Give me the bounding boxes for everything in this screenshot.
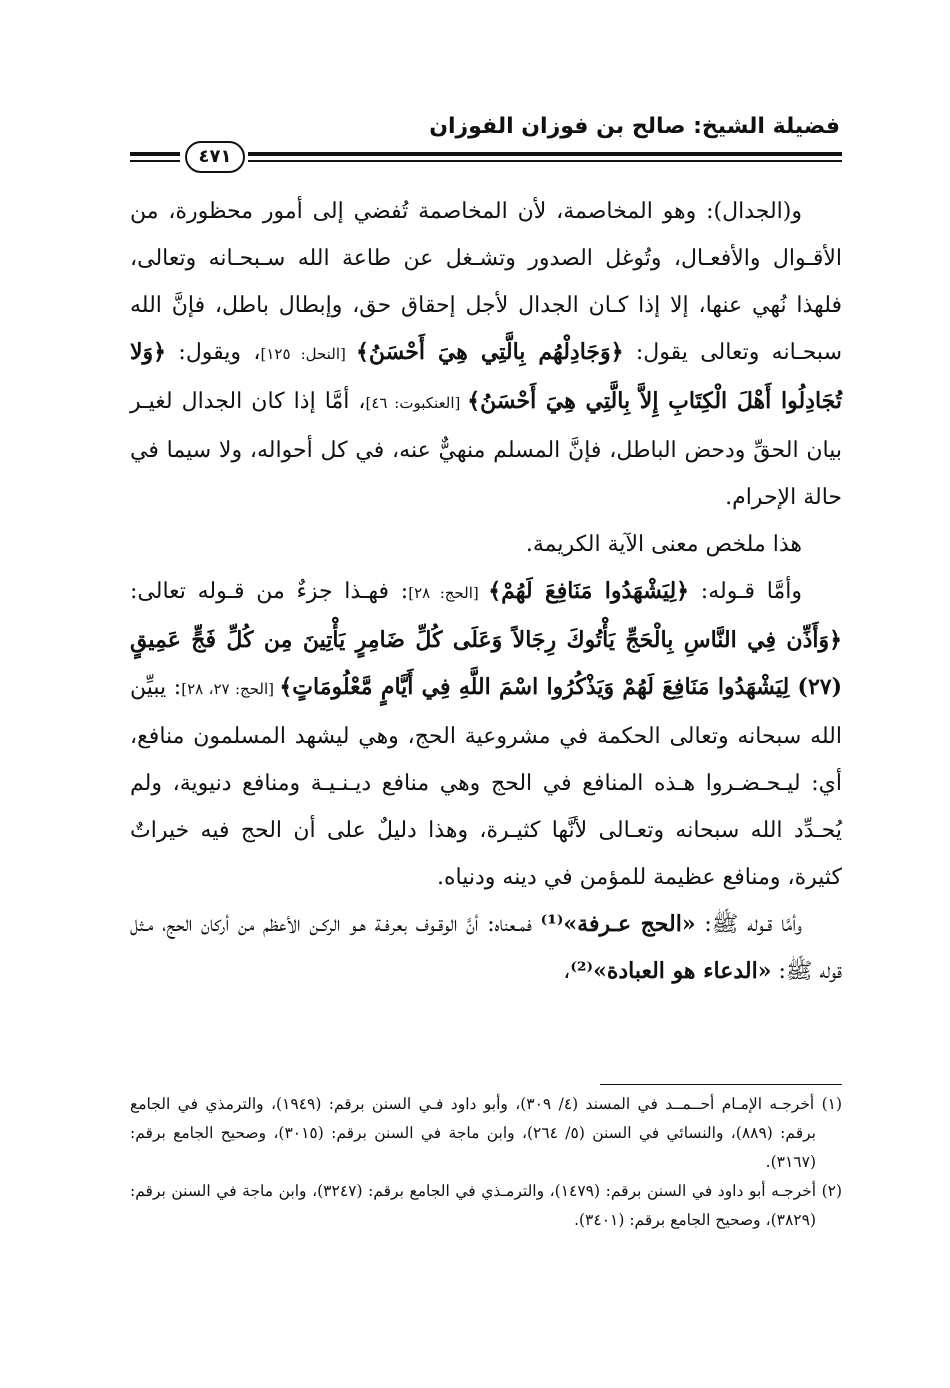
running-title: فضيلة الشيخ: صالح بن فوزان الفوزان [429, 114, 840, 139]
paragraph-1 [130, 188, 842, 521]
verse-reference: [الحج: ٢٧، ٢٨] [181, 680, 280, 698]
page-header [130, 112, 840, 142]
paragraph-3-text-2: : فهـذا جزءٌ من قـوله تعالى: [130, 579, 409, 604]
header-rule-left-thin [130, 160, 180, 162]
paragraph-4-text-1: وأمَّا قـوله ﷺ: [695, 912, 803, 937]
paragraph-3 [130, 568, 842, 901]
paragraph-1-text-3: ، أمَّا إذا كان الجدال لغيـر بيان الحقِّ ودحض الباطل، فإنَّ المسلم منهيٌّ عنه، في كل أحواله، ولا سيما في حالة الإحرام. [130, 389, 842, 510]
quran-verse: ﴿وَجَادِلْهُم بِالَّتِي هِيَ أَحْسَنُ﴾ [355, 339, 624, 365]
quran-verse: ﴿وَلا تُجَادِلُوا أَهْلَ الْكِتَابِ إِلاَّ بِالَّتِي هِيَ أَحْسَنُ﴾ [130, 339, 842, 414]
footnote-2: (٢) أخرجـه أبو داود في السنن برقم: (١٤٧٩)، والترمـذي في الجامع برقم: (٣٢٤٧)، وابن ماجة في السنن برقم: (٣٨٢٩)، وصحيح الجامع برقم: (٣٤٠١). [130, 1182, 843, 1229]
page-number: ٤٧١ [185, 141, 245, 173]
hadith-quote: «الحج عـرفة»⁽¹⁾ [540, 911, 696, 937]
verse-reference: [العنكبوت: ٤٦] [365, 394, 468, 412]
verse-reference: [النحل: ١٢٥] [260, 345, 356, 363]
footnote-1: (١) أخرجـه الإمـام أحــمــد في المسند (٤/ ٣٠٩)، وأبو داود فـي السنن برقم: (١٩٤٩)، والترمذي في الجامع برقم: (٨٨٩)، والنسائي في السنن (٥/ ٢٦٤)، وابن ماجة في السنن برقم: (٣٠١٥)، وصحيح الجامع برقم: (٣١٦٧). [130, 1095, 843, 1171]
footnote-separator [600, 1084, 842, 1085]
paragraph-3-text-1: وأمَّا قـوله: [689, 579, 802, 604]
verse-reference: [الحج: ٢٨] [408, 584, 489, 602]
paragraph-4-text-2: فمـعناه: أنَّ الوقـوف بعرفـة هـو الركـن الأعظم من أركان الحج، مـثل قوله ﷺ: [130, 912, 842, 984]
header-rule-left [130, 152, 180, 156]
paragraph-1-text-1: و(الجدال): وهو المخاصمة، لأن المخاصمة تُفضي إلى أمور محظورة، من الأقـوال والأفعـال، وتُوغل الصدور وتشـغل عن طاعة الله سـبحـانه وتعالى، فلهذا نُهي عنها، إلا إذا كـان الجدال لأجل إحقاق حق، وإبطال باطل، فإنَّ الله سبحـانه وتعالى يقول: [130, 199, 842, 365]
header-rule-right [248, 152, 842, 156]
footnotes [130, 1090, 842, 1235]
quran-verse: ﴿وَأَذِّن فِي النَّاسِ بِالْحَجِّ يَأْتُوكَ رِجَالاً وَعَلَى كُلِّ ضَامِرٍ يَأْتِينَ مِن كُلِّ فَجٍّ عَمِيقٍ (٢٧) لِيَشْهَدُوا مَنَافِعَ لَهُمْ وَيَذْكُرُوا اسْمَ اللَّهِ فِي أَيَّامٍ مَّعْلُومَاتٍ﴾ [130, 627, 843, 700]
hadith-quote: «الدعاء هو العبادة»⁽²⁾ [570, 958, 772, 984]
main-text [130, 188, 842, 995]
paragraph-4-text-3: ، [563, 959, 571, 984]
paragraph-1-text-2: ، ويقول: [166, 340, 261, 365]
paragraph-4 [130, 901, 842, 995]
header-rule-right-thin [248, 160, 842, 162]
quran-verse: ﴿لِيَشْهَدُوا مَنَافِعَ لَهُمْ﴾ [488, 578, 690, 604]
paragraph-2: هذا ملخص معنى الآية الكريمة. [525, 532, 802, 557]
paragraph-3-text-3: : يبيِّن الله سبحانه وتعالى الحكمة في مشروعية الحج، وهي ليشهد المسلمون منافع، أي: ليـحـضـروا هـذه المنافع في الحج وهي منافع ديـنـيـة ومنافع دنيوية، ولم يُحـدِّد الله سبحانه وتعـالى لأنَّها كثيـرة، وهذا دليلٌ على أن الحج فيه خيراتٌ كثيرة، ومنافع عظيمة للمؤمن في دينه ودنياه. [130, 675, 842, 890]
